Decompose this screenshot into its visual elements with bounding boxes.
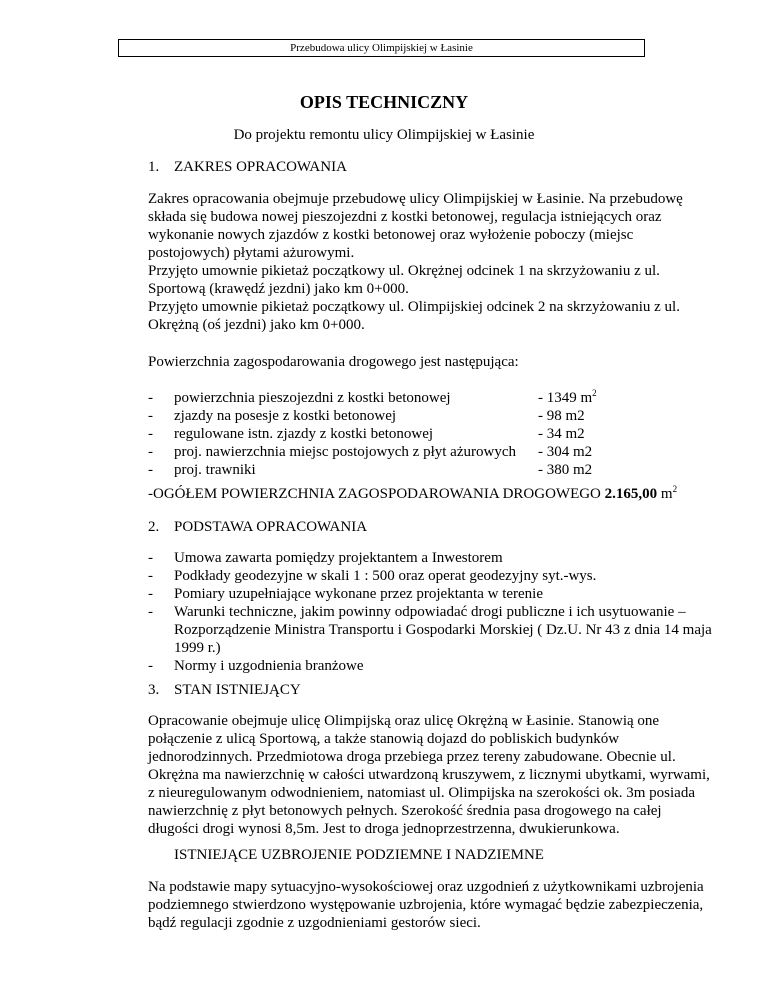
section-1-heading (148, 158, 728, 176)
section-3-paragraph (148, 712, 728, 838)
total-area-line (148, 485, 728, 503)
paragraph-line: długości drogi wynosi 8,5m. Jest to droga jednoprzestrzenna, dwukierunkowa. (148, 821, 620, 837)
paragraph-line: bądź regulacji zgodnie z uzgodnieniami gestorów sieci. (148, 915, 481, 931)
area-name: proj. trawniki (174, 462, 256, 478)
total-label: -OGÓŁEM POWIERZCHNIA ZAGOSPODAROWANIA DROGOWEGO (148, 486, 605, 502)
paragraph-line: składa się budowa nowej pieszojezdni z kostki betonowej, regulacja istniejących oraz (148, 209, 662, 225)
list-dash: - (148, 568, 153, 584)
list-item (148, 657, 728, 675)
list-item-text: Normy i uzgodnienia branżowe (174, 658, 364, 674)
section-title: STAN ISTNIEJĄCY (174, 682, 301, 698)
paragraph-line: Okrężna ma nawierzchnię w całości utwardzoną kruszywem, z licznymi ubytkami, wyrwami, (148, 767, 710, 783)
section-1-paragraph (148, 190, 728, 334)
section-number: 1. (148, 159, 160, 175)
areas-table (148, 389, 728, 479)
total-unit: m (657, 486, 673, 502)
basis-list (148, 549, 728, 675)
section-3-heading (148, 681, 728, 699)
utilities-paragraph (148, 878, 728, 932)
paragraph-line: Okrężną (oś jezdni) jako km 0+000. (148, 317, 365, 333)
document-title: OPIS TECHNICZNY (299, 92, 469, 112)
list-item-text (174, 603, 712, 657)
area-value: - 380 m2 (538, 462, 593, 478)
total-unit-superscript: 2 (672, 484, 678, 494)
area-row (148, 443, 728, 461)
area-row (148, 461, 728, 479)
list-dash: - (148, 390, 153, 406)
list-item-line: Warunki techniczne, jakim powinny odpowiadać drogi publiczne i ich usytuowanie – (174, 604, 686, 620)
paragraph-line: Przyjęto umownie pikietaż początkowy ul. Olimpijskiej odcinek 2 na skrzyżowaniu z ul. (148, 299, 680, 315)
paragraph-line: wykonanie nowych zjazdów z kostki betonowej oraz wyłożenie poboczy (miejsc (148, 227, 634, 243)
paragraph-line: z nieuregulowanym odwodnieniem, natomiast ul. Olimpijska na szerokości ok. 3m posiada (148, 785, 695, 801)
paragraph-line: Opracowanie obejmuje ulicę Olimpijską oraz ulicę Okrężną w Łasinie. Stanowią one (148, 713, 660, 729)
area-value: - 98 m2 (538, 408, 585, 424)
list-item-line: Rozporządzenie Ministra Transportu i Gospodarki Morskiej ( Dz.U. Nr 43 z dnia 14 maja (174, 622, 712, 638)
paragraph-line: podziemnego stwierdzono występowanie uzbrojenia, które wymagać będzie zabezpieczenia, (148, 897, 704, 913)
list-item-line: 1999 r.) (174, 640, 221, 656)
section-title: ZAKRES OPRACOWANIA (174, 159, 347, 175)
list-dash: - (148, 658, 153, 674)
section-2-heading (148, 518, 728, 536)
list-dash: - (148, 444, 153, 460)
paragraph-line: postojowych) płytami ażurowymi. (148, 245, 355, 261)
paragraph-line: Sportową (krawędź jezdni) jako km 0+000. (148, 281, 409, 297)
list-dash: - (148, 550, 153, 566)
list-item-text: Umowa zawarta pomiędzy projektantem a Inwestorem (174, 550, 503, 566)
document-subtitle: Do projektu remontu ulicy Olimpijskiej w Łasinie (233, 127, 535, 143)
area-row (148, 407, 728, 425)
area-name: powierzchnia pieszojezdni z kostki betonowej (174, 390, 451, 406)
area-name: regulowane istn. zjazdy z kostki betonowej (174, 426, 434, 442)
list-item (148, 549, 728, 567)
total-value: 2.165,00 (604, 486, 658, 502)
running-header: Przebudowa ulicy Olimpijskiej w Łasinie (118, 39, 645, 57)
area-row (148, 389, 728, 407)
paragraph-line: nawierzchnię z płyt betonowych pełnych. Szerokość średnia pasa drogowego na całej (148, 803, 662, 819)
section-number: 2. (148, 519, 160, 535)
section-number: 3. (148, 682, 160, 698)
paragraph-line: jednorodzinnych. Przedmiotowa droga przebiega przez tereny zabudowane. Obecnie ul. (148, 749, 676, 765)
list-dash: - (148, 426, 153, 442)
list-dash: - (148, 462, 153, 478)
utilities-subheading: ISTNIEJĄCE UZBROJENIE PODZIEMNE I NADZIEMNE (174, 847, 544, 863)
list-dash: - (148, 408, 153, 424)
section-title: PODSTAWA OPRACOWANIA (174, 519, 368, 535)
area-value: - 304 m2 (538, 444, 593, 460)
paragraph-line: połączenie z ulicą Sportową, a także stanowią dojazd do pobliskich budynków (148, 731, 620, 747)
area-name: proj. nawierzchnia miejsc postojowych z płyt ażurowych (174, 444, 516, 460)
area-value: - 34 m2 (538, 426, 585, 442)
paragraph-line: Zakres opracowania obejmuje przebudowę ulicy Olimpijskiej w Łasinie. Na przebudowę (148, 191, 683, 207)
area-name: zjazdy na posesje z kostki betonowej (174, 408, 397, 424)
paragraph-line: Na podstawie mapy sytuacyjno-wysokościowej oraz uzgodnień z użytkownikami uzbrojenia (148, 879, 704, 895)
list-item (148, 603, 728, 657)
area-value: - 1349 $m^2$ (538, 388, 597, 406)
list-dash: - (148, 586, 153, 602)
list-item (148, 567, 728, 585)
list-item-text: Pomiary uzupełniające wykonane przez projektanta w terenie (174, 586, 544, 602)
list-dash: - (148, 604, 153, 620)
list-item-text: Podkłady geodezyjne w skali 1 : 500 oraz operat geodezyjny syt.-wys. (174, 568, 597, 584)
paragraph-line: Przyjęto umownie pikietaż początkowy ul. Okrężnej odcinek 1 na skrzyżowaniu z ul. (148, 263, 660, 279)
areas-intro: Powierzchnia zagospodarowania drogowego jest następująca: (148, 354, 519, 370)
area-row (148, 425, 728, 443)
list-item (148, 585, 728, 603)
